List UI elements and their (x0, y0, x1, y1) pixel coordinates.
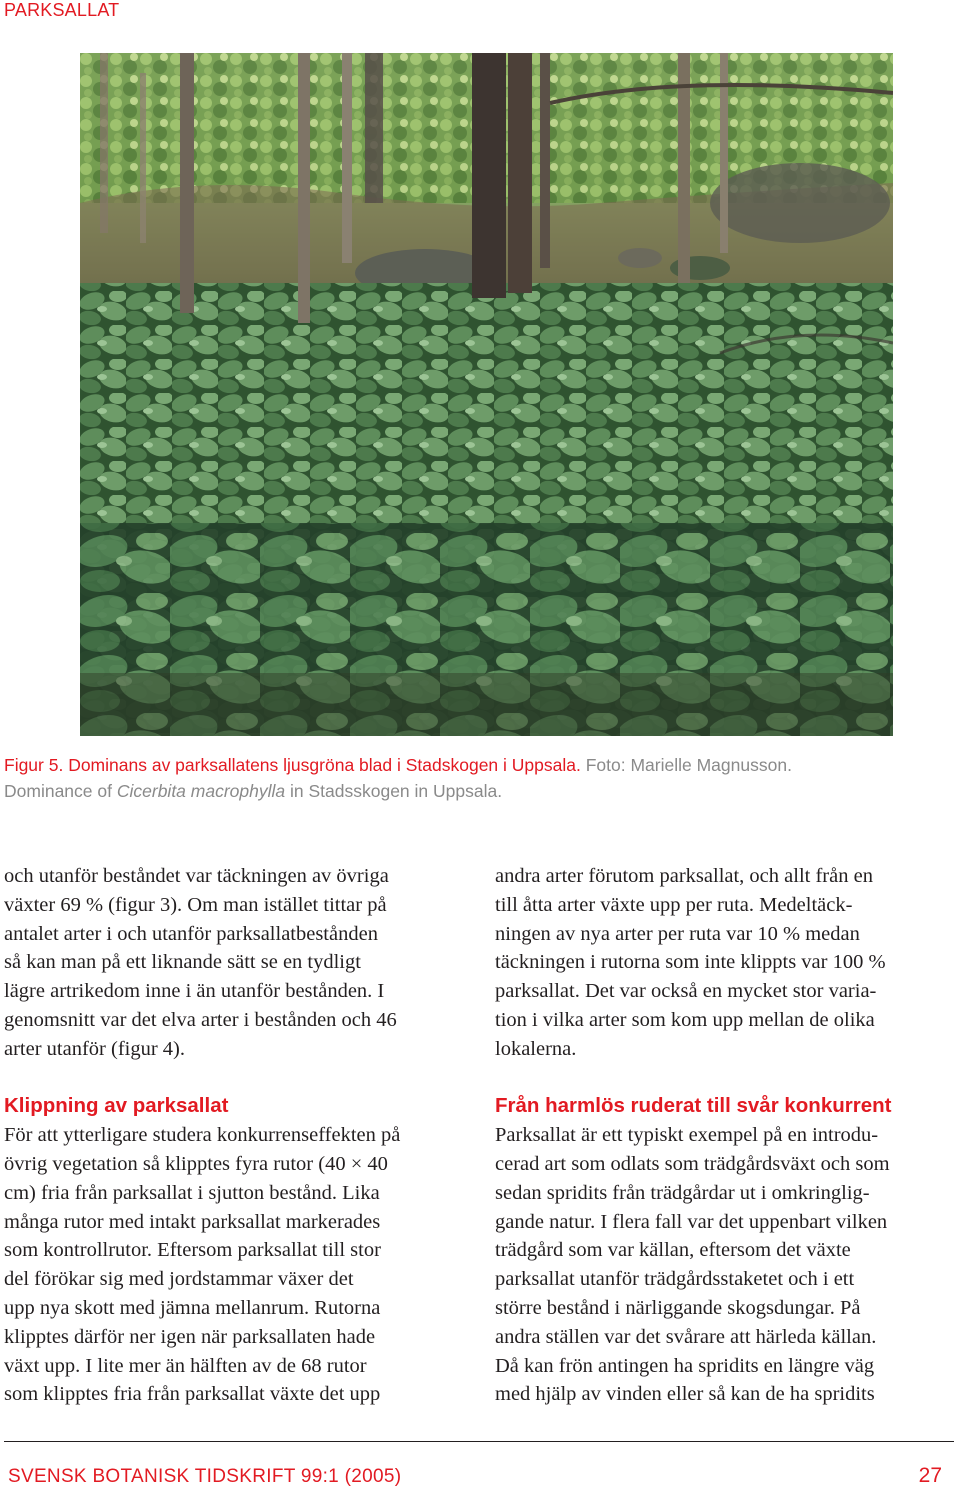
page-number: 27 (918, 1464, 942, 1487)
caption-swedish-text: Figur 5. Dominans av parksallatens ljusgröna blad i Stadskogen i Uppsala. (4, 755, 581, 775)
text-line: tion i vilka arter som kom upp mellan de olika (495, 1008, 875, 1031)
running-head: PARKSALLAT (4, 0, 120, 20)
text-line: andra arter förutom parksallat, och allt från en (495, 865, 873, 887)
forest-photo-image (80, 53, 893, 736)
caption-english-suffix: in Stadsskogen in Uppsala. (290, 781, 503, 801)
figure-photo (80, 53, 893, 736)
text-line: sedan spridits från trädgårdar ut i omkringlig- (495, 1181, 870, 1204)
text-line: del förökar sig med jordstammar växer det (4, 1268, 354, 1291)
photo-credit: Foto: Marielle Magnusson. (585, 755, 792, 775)
footer-divider (4, 1441, 954, 1442)
text-line: För att ytterligare studera konkurrenseffekten på (4, 1124, 401, 1147)
text-line: växter 69 % (figur 3). Om man istället tittar på (4, 893, 387, 916)
right-column (495, 862, 955, 1409)
section-heading-fran-harmlos: Från harmlös ruderat till svår konkurrent (495, 1094, 892, 1118)
journal-name: SVENSK BOTANISK TIDSKRIFT 99:1 (2005) (8, 1466, 402, 1487)
text-line: klipptes därför ner igen när parksallaten hade (4, 1325, 376, 1348)
left-paragraph-2 (4, 1121, 464, 1409)
text-line: till åtta arter växte upp per ruta. Medeltäck- (495, 893, 853, 916)
caption-english-species: Cicerbita macrophylla (116, 781, 286, 801)
text-line: med hjälp av vinden eller så kan de ha spridits (495, 1383, 875, 1406)
right-paragraph-2 (495, 1121, 955, 1409)
text-line: som klipptes fria från parksallat växte det upp (4, 1383, 381, 1406)
text-line: lägre artrikedom inne i än utanför bestånden. I (4, 980, 385, 1003)
text-line: ningen av nya arter per ruta var 10 % medan (495, 922, 860, 945)
text-line: täckningen i rutorna som inte klippts var 100 % (495, 951, 886, 974)
text-line: växt upp. I lite mer än hälften av de 68 rutor (4, 1354, 367, 1377)
text-line: trädgård som var källan, eftersom det växte (495, 1239, 851, 1262)
text-line: andra ställen var det svårare att härleda källan. (495, 1325, 877, 1348)
left-column (4, 862, 464, 1409)
text-line: så kan man på ett liknande sätt se en tydligt (4, 951, 361, 974)
text-line: genomsnitt var det elva arter i bestånden och 46 (4, 1008, 397, 1031)
text-line: lokalerna. (495, 1037, 577, 1060)
text-line: och utanför beståndet var täckningen av övriga (4, 865, 389, 887)
text-line: Då kan frön antingen ha spridits en längre väg (495, 1354, 875, 1377)
text-line: parksallat. Det var också en mycket stor varia- (495, 980, 877, 1003)
caption-english (4, 778, 944, 804)
text-line: parksallat utanför trädgårdsstaketet och i ett (495, 1268, 855, 1291)
text-line: Parksallat är ett typiskt exempel på en introdu- (495, 1124, 879, 1147)
text-line: som kontrollrutor. Eftersom parksallat till stor (4, 1239, 381, 1262)
text-line: större bestånd i närliggande skogsdungar. På (495, 1296, 861, 1319)
text-line: cerad art som odlats som trädgårdsväxt och som (495, 1152, 890, 1175)
text-line: antalet arter i och utanför parksallatbestånden (4, 922, 378, 945)
text-line: upp nya skott med jämna mellanrum. Rutorna (4, 1296, 381, 1319)
text-line: cm) fria från parksallat i sjutton bestånd. Lika (4, 1181, 380, 1204)
section-heading-klippning: Klippning av parksallat (4, 1094, 229, 1118)
figure-caption (4, 752, 944, 804)
text-line: övrig vegetation så klipptes fyra rutor (40 × 40 (4, 1152, 388, 1175)
left-paragraph-1 (4, 862, 464, 1064)
caption-english-prefix: Dominance of (4, 781, 112, 801)
text-line: arter utanför (figur 4). (4, 1037, 185, 1060)
text-line: gande natur. I flera fall var det uppenbart vilken (495, 1210, 888, 1233)
caption-swedish (4, 752, 944, 778)
text-line: många rutor med intakt parksallat markerades (4, 1210, 381, 1233)
right-paragraph-1 (495, 862, 955, 1064)
